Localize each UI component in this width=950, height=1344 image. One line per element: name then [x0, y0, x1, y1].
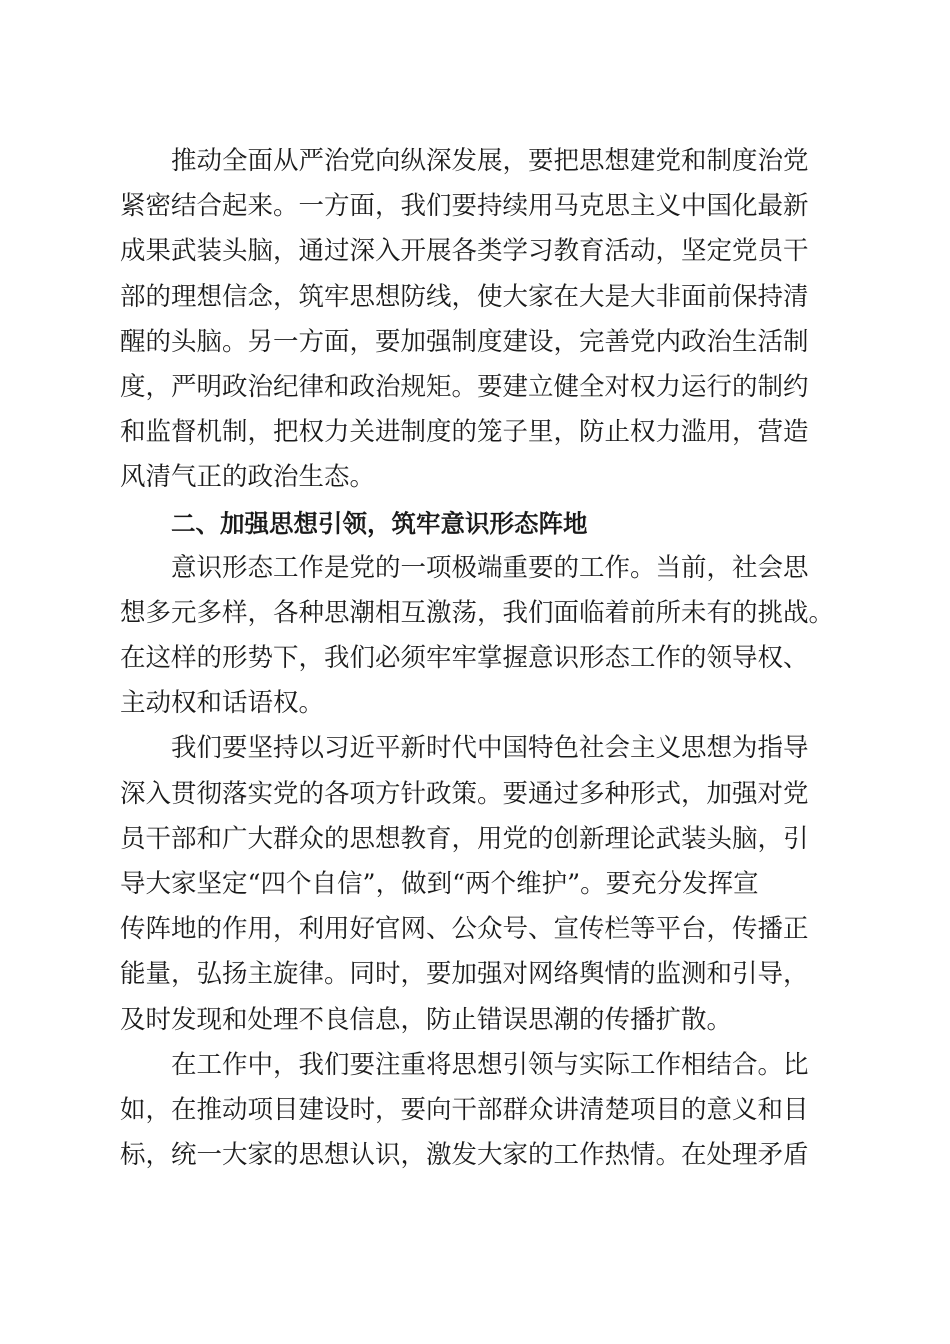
document-body	[120, 139, 835, 1178]
paragraph-line: 在这样的形势下，我们必须牢牢掌握意识形态工作的领导权、	[120, 643, 809, 674]
paragraph-line: 标，统一大家的思想认识，激发大家的工作热情。在处理矛盾	[120, 1140, 809, 1171]
paragraph-line: 成果武装头脑，通过深入开展各类学习教育活动，坚定党员干	[120, 236, 809, 267]
paragraph-line: 及时发现和处理不良信息，防止错误思潮的传播扩散。	[120, 1004, 733, 1035]
paragraph-line: 部的理想信念，筑牢思想防线，使大家在大是大非面前保持清	[120, 281, 809, 312]
paragraph-line: 风清气正的政治生态。	[120, 462, 376, 493]
paragraph-line: 导大家坚定“四个自信”，做到“两个维护”。要充分发挥宣	[120, 869, 759, 899]
paragraph-line: 深入贯彻落实党的各项方针政策。要通过多种形式，加强对党	[120, 778, 809, 809]
paragraph-line: 传阵地的作用，利用好官网、公众号、宣传栏等平台，传播正	[120, 914, 809, 945]
paragraph-line: 醒的头脑。另一方面，要加强制度建设，完善党内政治生活制	[120, 326, 809, 357]
paragraph-line: 想多元多样，各种思潮相互激荡，我们面临着前所未有的挑战。	[120, 597, 835, 628]
paragraph-line: 在工作中，我们要注重将思想引领与实际工作相结合。比	[171, 1049, 809, 1080]
paragraph-line: 意识形态工作是党的一项极端重要的工作。当前，社会思	[171, 552, 809, 583]
paragraph-line: 和监督机制，把权力关进制度的笼子里，防止权力滥用，营造	[120, 417, 809, 448]
paragraph-line: 主动权和话语权。	[120, 688, 325, 719]
paragraph-line: 如，在推动项目建设时，要向干部群众讲清楚项目的意义和目	[120, 1094, 809, 1125]
paragraph-2	[120, 546, 835, 727]
section-heading: 二、加强思想引领，筑牢意识形态阵地	[171, 508, 588, 538]
paragraph-line: 紧密结合起来。一方面，我们要持续用马克思主义中国化最新	[120, 191, 809, 222]
paragraph-line: 我们要坚持以习近平新时代中国特色社会主义思想为指导	[171, 733, 809, 764]
paragraph-4	[120, 1043, 830, 1179]
paragraph-line: 员干部和广大群众的思想教育，用党的创新理论武装头脑，引	[120, 823, 809, 854]
paragraph-3	[120, 726, 830, 1042]
paragraph-line: 度，严明政治纪律和政治规矩。要建立健全对权力运行的制约	[120, 371, 809, 402]
paragraph-line: 能量，弘扬主旋律。同时，要加强对网络舆情的监测和引导，	[120, 959, 809, 990]
paragraph-line: 推动全面从严治党向纵深发展，要把思想建党和制度治党	[171, 146, 809, 176]
paragraph-1	[120, 139, 830, 501]
